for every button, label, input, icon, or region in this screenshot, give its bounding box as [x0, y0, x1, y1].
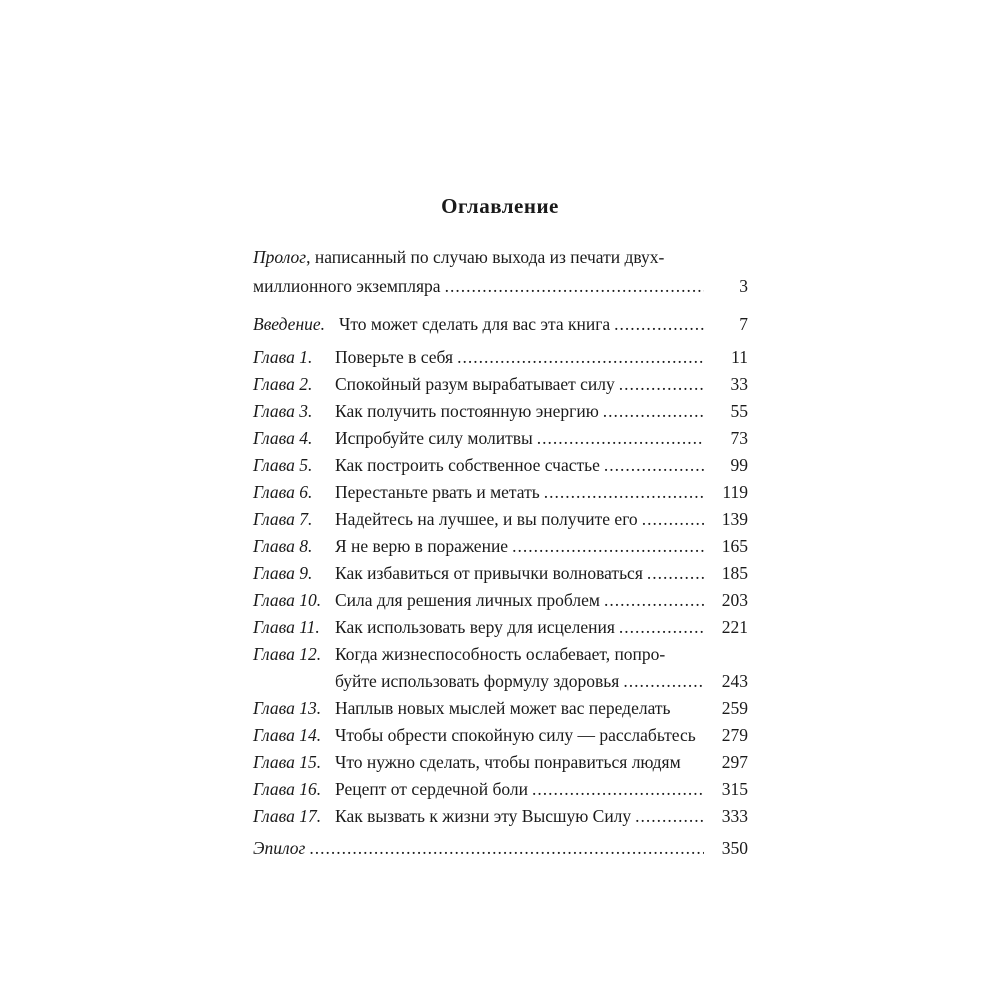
page-number: 221 [721, 617, 748, 637]
chapter-title-cont: буйте использовать формулу здоровья [335, 671, 620, 691]
chapter-label: Глава 12. [253, 644, 322, 664]
leader-dots [512, 533, 704, 560]
leader-dots [604, 587, 704, 614]
leader-dots [445, 273, 704, 300]
chapter-title: Спокойный разум вырабатывает силу [335, 374, 615, 394]
chapter-label: Глава 7. [253, 509, 313, 529]
leader-dots [603, 398, 704, 425]
leader-dots [604, 452, 704, 479]
chapter-label: Глава 17. [253, 806, 322, 826]
page-number: 7 [739, 314, 748, 334]
chapter-title: Чтобы обрести спокойную силу — расслабьтесь [335, 725, 696, 745]
toc-entry-chapter [253, 803, 748, 830]
leader-dots [647, 560, 704, 587]
chapter-label: Глава 6. [253, 482, 313, 502]
chapter-title: Как получить постоянную энергию [335, 401, 599, 421]
leader-dots [309, 835, 704, 862]
chapter-label: Глава 14. [253, 725, 322, 745]
page-number: 315 [721, 779, 748, 799]
chapter-title: Рецепт от сердечной боли [335, 779, 529, 799]
chapter-title: Как построить собственное счастье [335, 455, 600, 475]
chapter-title: Сила для решения личных проблем [335, 590, 600, 610]
toc-entry-chapter [253, 425, 748, 452]
toc-entry-chapter [253, 560, 748, 587]
leader-dots [544, 479, 704, 506]
page-number: 11 [731, 347, 748, 367]
chapter-title: Я не верю в поражение [335, 536, 509, 556]
page-number: 99 [730, 455, 748, 475]
toc-entry-chapter [253, 722, 748, 749]
chapter-label: Глава 9. [253, 563, 313, 583]
chapter-title: Как использовать веру для исцеления [335, 617, 615, 637]
toc-entry-chapter [253, 506, 748, 533]
toc-entry-introduction [253, 311, 748, 338]
leader-dots [614, 311, 704, 338]
introduction-label: Введение. [253, 314, 326, 334]
page-title: Оглавление [441, 194, 559, 218]
page-number: 55 [730, 401, 748, 421]
toc-entry-chapter [253, 776, 748, 803]
chapter-label: Глава 8. [253, 536, 313, 556]
toc-entry-chapter [253, 398, 748, 425]
page-number: 139 [721, 509, 748, 529]
chapter-label: Глава 16. [253, 779, 322, 799]
toc-entry-chapter [253, 749, 748, 776]
toc-entry-chapter [253, 695, 748, 722]
page-number: 185 [721, 563, 748, 583]
chapter-label: Глава 13. [253, 698, 322, 718]
leader-dots [532, 776, 704, 803]
chapter-title: Как вызвать к жизни эту Высшую Силу [335, 806, 632, 826]
toc-entry-chapter [253, 533, 748, 560]
toc-entry-chapter [253, 371, 748, 398]
page-number: 165 [721, 536, 748, 556]
chapter-title: Когда жизнеспособность ослабевает, попро- [335, 644, 666, 664]
chapter-title: Что нужно сделать, чтобы понравиться людям [335, 752, 681, 772]
prologue-label: Пролог [253, 247, 307, 267]
leader-dots [619, 371, 704, 398]
chapter-label: Глава 4. [253, 428, 313, 448]
page-number: 259 [721, 698, 748, 718]
epilogue-label: Эпилог [253, 838, 306, 858]
page-number: 350 [721, 838, 748, 858]
leader-dots [623, 668, 704, 695]
page-number: 33 [730, 374, 748, 394]
page-number: 279 [721, 725, 748, 745]
chapter-label: Глава 2. [253, 374, 313, 394]
page-number: 3 [739, 276, 748, 296]
toc-entry-chapter [253, 614, 748, 641]
prologue-title-line1: , написанный по случаю выхода из печати двух- [306, 247, 665, 267]
toc-entry-chapter [253, 587, 748, 614]
page-number: 333 [721, 806, 748, 826]
toc-entry-chapter [253, 344, 748, 371]
chapter-label: Глава 15. [253, 752, 322, 772]
toc-entry-chapter [253, 641, 748, 668]
page-number: 119 [722, 482, 748, 502]
page-number: 203 [721, 590, 748, 610]
toc-entry-chapter [253, 479, 748, 506]
page-number: 297 [721, 752, 748, 772]
chapter-title: Поверьте в себя [335, 347, 454, 367]
page-number: 73 [730, 428, 748, 448]
chapter-label: Глава 5. [253, 455, 313, 475]
chapter-title: Наплыв новых мыслей может вас переделать [335, 698, 671, 718]
chapter-title: Как избавиться от привычки волноваться [335, 563, 643, 583]
chapter-label: Глава 1. [253, 347, 313, 367]
toc-entry-epilogue [253, 835, 748, 862]
chapter-label: Глава 11. [253, 617, 320, 637]
page-number: 243 [721, 671, 748, 691]
leader-dots [537, 425, 704, 452]
chapter-title: Перестаньте рвать и метать [335, 482, 540, 502]
leader-dots [635, 803, 704, 830]
leader-dots [457, 344, 704, 371]
leader-dots [642, 506, 704, 533]
toc-entry-prologue [253, 244, 748, 271]
chapter-label: Глава 10. [253, 590, 322, 610]
toc-entry-chapter-cont [253, 668, 748, 695]
toc-entry-chapter [253, 452, 748, 479]
introduction-title: Что может сделать для вас эта книга [339, 314, 611, 334]
chapter-title: Надейтесь на лучшее, и вы получите его [335, 509, 638, 529]
chapter-label: Глава 3. [253, 401, 313, 421]
prologue-title-line2: миллионного экземпляра [253, 276, 441, 296]
leader-dots [619, 614, 704, 641]
toc-entry-prologue-cont [253, 273, 748, 300]
chapter-title: Испробуйте силу молитвы [335, 428, 533, 448]
